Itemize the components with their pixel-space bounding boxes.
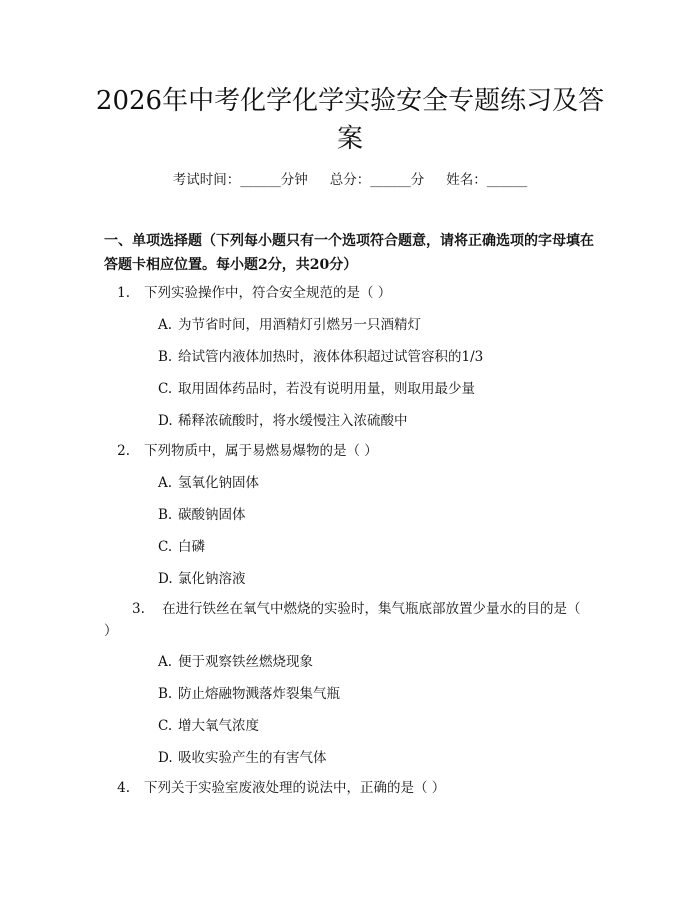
q1-option-b: B. 给试管内液体加热时，液体体积超过试管容积的1/3 bbox=[158, 349, 484, 365]
question-4 bbox=[104, 778, 445, 798]
total-score-field: 总分：______分 bbox=[329, 172, 425, 188]
question-stem: 下列物质中，属于易燃易爆物的是（ ） bbox=[144, 443, 378, 459]
q1-option-c: C. 取用固体药品时，若没有说明用量，则取用最少量 bbox=[158, 381, 475, 397]
exam-info-line bbox=[0, 168, 700, 188]
q1-option-d: D. 稀释浓硫酸时，将水缓慢注入浓硫酸中 bbox=[158, 413, 408, 429]
question-number: 3. bbox=[132, 601, 145, 617]
q1-option-a: A. 为节省时间，用酒精灯引燃另一只酒精灯 bbox=[158, 317, 421, 333]
question-number: 4. bbox=[117, 780, 130, 796]
question-number: 1. bbox=[117, 285, 130, 301]
q2-option-b: B. 碳酸钠固体 bbox=[158, 507, 246, 523]
question-1 bbox=[104, 283, 391, 303]
question-3 bbox=[104, 598, 584, 642]
q3-option-d: D. 吸收实验产生的有害气体 bbox=[158, 750, 327, 766]
q2-option-d: D. 氯化钠溶液 bbox=[158, 571, 246, 587]
exam-time-field: 考试时间：______分钟 bbox=[172, 172, 308, 188]
q2-option-c: C. 白磷 bbox=[158, 539, 205, 555]
question-stem: 下列关于实验室废液处理的说法中，正确的是（ ） bbox=[144, 780, 446, 796]
q2-option-a: A. 氢氧化钠固体 bbox=[158, 475, 259, 491]
question-stem: 在进行铁丝在氧气中燃烧的实验时，集气瓶底部放置少量水的目的是（ ） bbox=[104, 601, 581, 639]
q3-option-c: C. 增大氧气浓度 bbox=[158, 718, 259, 734]
question-number: 2. bbox=[117, 443, 130, 459]
question-2 bbox=[104, 441, 378, 461]
section-heading-single-choice: 一、单项选择题（下列每小题只有一个选项符合题意，请将正确选项的字母填在答题卡相应位置。每小题2分，共20分） bbox=[104, 233, 594, 273]
q3-option-b: B. 防止熔融物溅落炸裂集气瓶 bbox=[158, 686, 340, 702]
student-name-field: 姓名：______ bbox=[446, 172, 528, 188]
document-title: 2026年中考化学化学实验安全专题练习及答案 bbox=[95, 86, 605, 154]
q3-option-a: A. 便于观察铁丝燃烧现象 bbox=[158, 654, 313, 670]
question-stem: 下列实验操作中，符合安全规范的是（ ） bbox=[144, 285, 392, 301]
